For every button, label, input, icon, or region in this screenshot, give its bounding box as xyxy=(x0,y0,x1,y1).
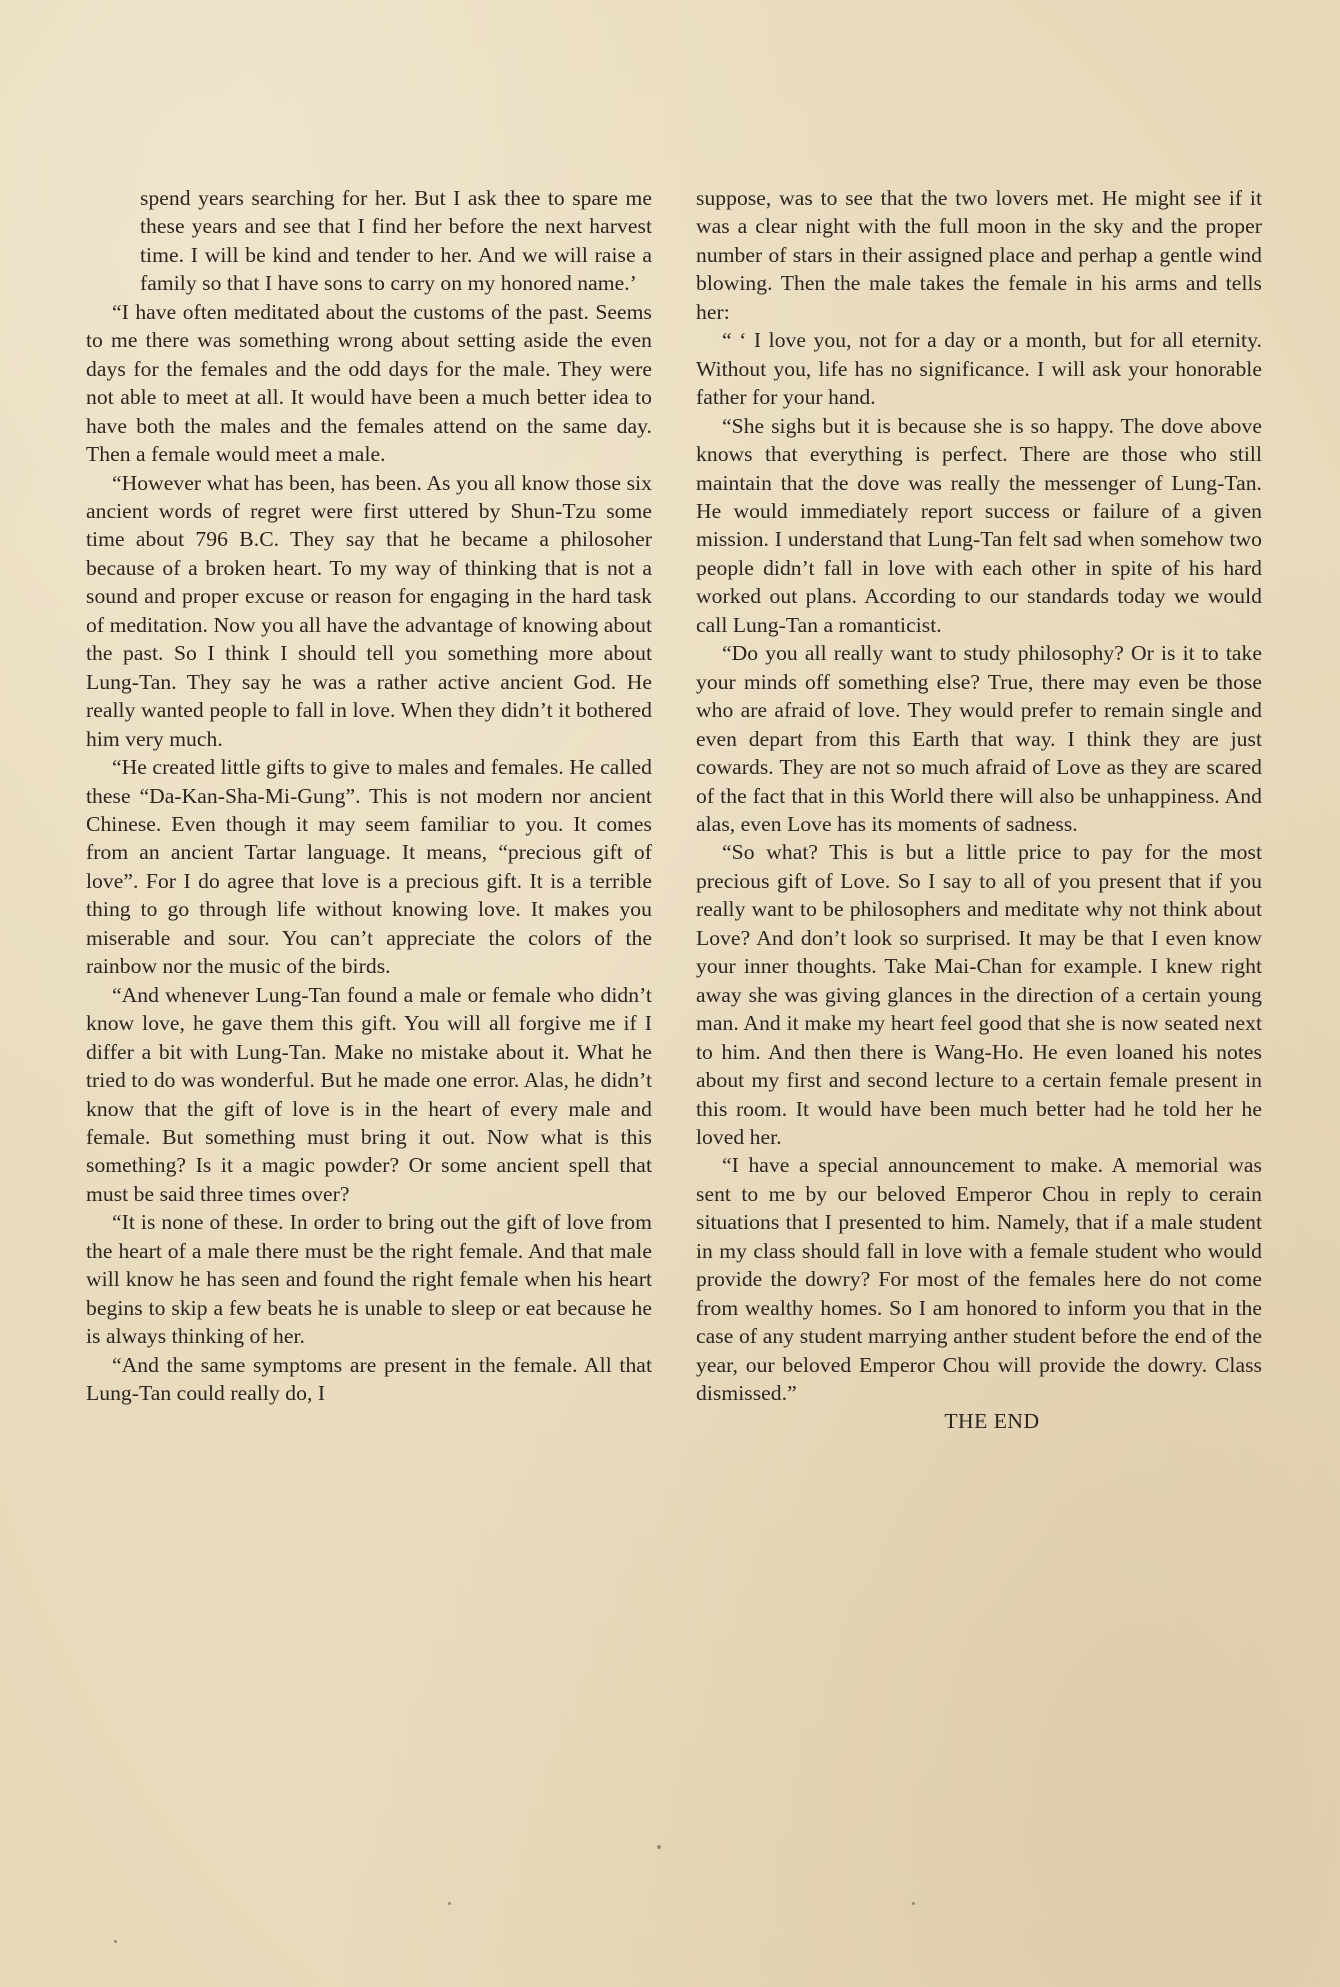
paragraph: “And whenever Lung-Tan found a male or female who didn’t know love, he gave them this gift. You will all forgive me if I differ a bit with Lung-Tan. Make no mistake about it. What he tried to do was wonderful. But he made one error. Alas, he didn’t know that the gift of love is in the heart of every male and female. But something must bring it out. Now what is this something? Is it a magic powder? Or some ancient spell that must be said three times over? xyxy=(86,982,652,1206)
the-end-label: THE END xyxy=(944,1409,1040,1434)
paragraph: “However what has been, has been. As you all know those six ancient words of regret were first uttered by Shun-Tzu some time about 796 B.C. They say that he became a philosoher because of a broken heart. To my way of thinking that is not a sound and proper excuse or reason for engaging in the hard task of meditation. Now you all have the advantage of knowing about the past. So I think I should tell you something more about Lung-Tan. They say he was a rather active ancient God. He really wanted people to fall in love. When they didn’t it bothered him very much. xyxy=(86,470,652,751)
paragraph: “ ‘ I love you, not for a day or a month, but for all eternity. Without you, life has no significance. I will ask your honorable father for your hand. xyxy=(696,328,1262,410)
paragraph: “He created little gifts to give to males and females. He called these “Da-Kan-Sha-Mi-Gung”. This is not modern nor ancient Chinese. Even though it may seem familiar to you. It comes from an ancient Tartar language. It means, “precious gift of love”. For I do agree that love is a precious gift. It is a terrible thing to go through life without knowing love. It makes you miserable and sour. You can’t appreciate the colors of the rainbow nor the music of the birds. xyxy=(86,755,652,979)
paragraph: “She sighs but it is because she is so happy. The dove above knows that everything is perfect. There are those who still maintain that the dove was really the messenger of Lung-Tan. He would immediately report success or failure of a given mission. I understand that Lung-Tan felt sad when somehow two people didn’t fall in love with each other in spite of his hard worked out plans. According to our standards today we would call Lung-Tan a romanticist. xyxy=(696,413,1262,637)
paragraph: “I have often meditated about the customs of the past. Seems to me there was something wrong about setting aside the even days for the females and the odd days for the male. They were not able to meet at all. It would have been a much better idea to have both the males and the females attend on the same day. Then a female would meet a male. xyxy=(86,299,652,467)
paragraph: suppose, was to see that the two lovers met. He might see if it was a clear night with the full moon in the sky and the proper number of stars in their assigned place and perhap a gentle wind blowing. Then the male takes the female in his arms and tells her: xyxy=(696,186,1262,324)
paragraph: “And the same symptoms are present in the female. All that Lung-Tan could really do, I xyxy=(86,1352,652,1406)
print-speck xyxy=(448,1902,451,1905)
print-speck xyxy=(912,1902,915,1905)
paragraph: “So what? This is but a little price to pay for the most precious gift of Love. So I say to all of you present that if you really want to be philosophers and meditate why not think about Love? And don’t look so surprised. It may be that I even know your inner thoughts. Take Mai-Chan for example. I knew right away she was giving glances in the direction of a certain young man. And it make my heart feel good that she is now seated next to him. And then there is Wang-Ho. He even loaned his notes about my first and second lecture to a certain female present in this room. It would have been much better had he told her he loved her. xyxy=(696,840,1262,1149)
left-text-column xyxy=(86,184,652,1407)
print-speck xyxy=(114,1940,117,1943)
paragraph: spend years searching for her. But I ask thee to spare me these years and see that I find her before the next harvest time. I will be kind and tender to her. And we will raise a family so that I have sons to carry on my honored name.’ xyxy=(140,186,652,296)
right-text-column xyxy=(696,184,1262,1436)
paragraph: “Do you all really want to study philosophy? Or is it to take your minds off something else? True, there may even be those who are afraid of love. They would prefer to remain single and even depart from this Earth that way. I think they are just cowards. They are not so much afraid of Love as they are scared of the fact that in this World there will also be unhappiness. And alas, even Love has its moments of sadness. xyxy=(696,641,1262,836)
print-speck xyxy=(657,1845,661,1849)
paragraph: “I have a special announcement to make. A memorial was sent to me by our beloved Emperor Chou in reply to cerain situations that I presented to him. Namely, that if a male student in my class should fall in love with a female student who would provide the dowry? For most of the females here do not come from wealthy homes. So I am honored to inform you that in the case of any student marrying anther student before the end of the year, our beloved Emperor Chou will provide the dowry. Class dismissed.” xyxy=(696,1153,1262,1406)
paragraph: “It is none of these. In order to bring out the gift of love from the heart of a male there must be the right female. And that male will know he has seen and found the right female when his heart begins to skip a few beats he is unable to sleep or eat because he is always thinking of her. xyxy=(86,1210,652,1349)
